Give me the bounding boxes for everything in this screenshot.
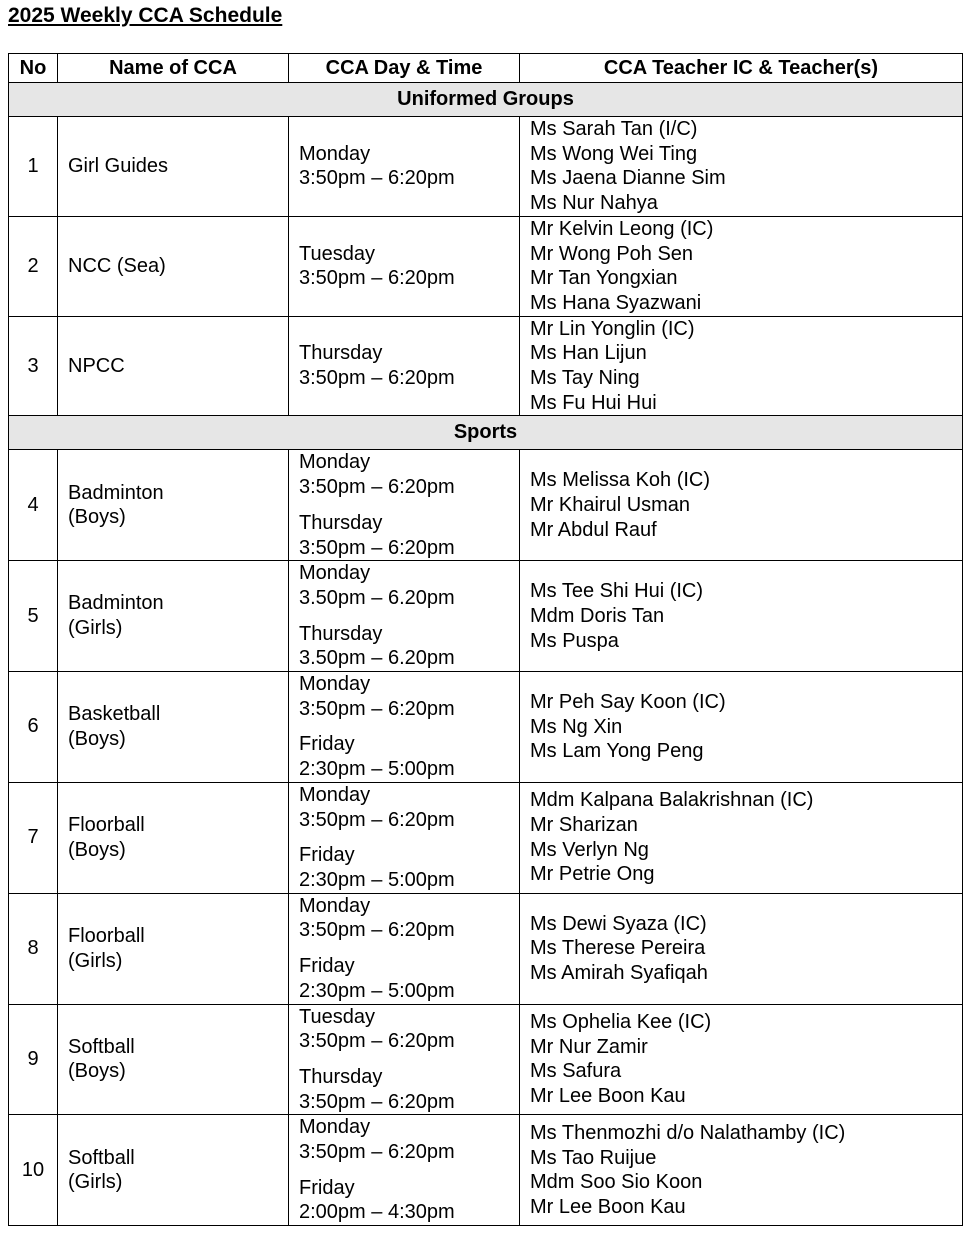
cca-name-line: (Girls) bbox=[68, 1171, 123, 1194]
time-slot bbox=[299, 1115, 519, 1164]
teacher-name: Ms Puspa bbox=[530, 629, 619, 652]
cca-number: 8 bbox=[9, 893, 58, 1004]
slot-time: 3:50pm – 6:20pm bbox=[299, 367, 455, 390]
table-row bbox=[9, 561, 963, 672]
teacher-name: Mr Tan Yongxian bbox=[530, 267, 678, 290]
teacher-name: Ms Wong Wei Ting bbox=[530, 142, 698, 165]
teacher-name: Mdm Kalpana Balakrishnan (IC) bbox=[530, 789, 814, 812]
group-label: Uniformed Groups bbox=[9, 83, 963, 117]
table-row bbox=[9, 316, 963, 416]
cca-name-line: NPCC bbox=[68, 354, 125, 377]
cca-number: 2 bbox=[9, 216, 58, 316]
slot-day: Monday bbox=[299, 562, 371, 585]
slot-day: Tuesday bbox=[299, 242, 375, 265]
slot-time: 2:30pm – 5:00pm bbox=[299, 758, 455, 781]
header-day-time: CCA Day & Time bbox=[289, 54, 520, 83]
time-slot bbox=[299, 450, 519, 499]
cca-day-time bbox=[289, 893, 520, 1004]
teacher-name: Ms Nur Nahya bbox=[530, 192, 658, 215]
header-name: Name of CCA bbox=[58, 54, 289, 83]
cca-number: 4 bbox=[9, 450, 58, 561]
cca-name-line: (Girls) bbox=[68, 949, 123, 972]
group-label: Sports bbox=[9, 416, 963, 450]
slot-time: 3:50pm – 6:20pm bbox=[299, 167, 455, 190]
cca-teachers bbox=[520, 893, 963, 1004]
slot-day: Tuesday bbox=[299, 1005, 375, 1028]
teacher-name: Mr Lin Yonglin (IC) bbox=[530, 317, 695, 340]
teacher-name: Ms Han Lijun bbox=[530, 342, 647, 365]
teacher-name: Ms Hana Syazwani bbox=[530, 291, 702, 314]
table-row bbox=[9, 893, 963, 1004]
cca-name bbox=[58, 672, 289, 783]
cca-number: 7 bbox=[9, 782, 58, 893]
cca-name-line: Floorball bbox=[68, 924, 145, 947]
teacher-name: Ms Sarah Tan (I/C) bbox=[530, 118, 698, 140]
cca-number: 1 bbox=[9, 117, 58, 217]
time-slot bbox=[299, 843, 519, 892]
time-slot bbox=[299, 622, 519, 671]
cca-name-line: NCC (Sea) bbox=[68, 254, 166, 277]
cca-name-line: Badminton bbox=[68, 481, 164, 504]
time-slot bbox=[299, 894, 519, 943]
teacher-name: Ms Tee Shi Hui (IC) bbox=[530, 580, 704, 603]
slot-time: 3.50pm – 6.20pm bbox=[299, 647, 455, 670]
cca-teachers bbox=[520, 316, 963, 416]
teacher-name: Mr Peh Say Koon (IC) bbox=[530, 690, 726, 713]
cca-teachers bbox=[520, 216, 963, 316]
cca-teachers bbox=[520, 782, 963, 893]
slot-time: 2:00pm – 4:30pm bbox=[299, 1201, 455, 1224]
cca-schedule-table bbox=[8, 53, 963, 1226]
header-row bbox=[9, 54, 963, 83]
teacher-name: Ms Lam Yong Peng bbox=[530, 740, 704, 763]
table-row bbox=[9, 117, 963, 217]
teacher-name: Ms Dewi Syaza (IC) bbox=[530, 912, 707, 935]
time-slot bbox=[299, 672, 519, 721]
cca-number: 10 bbox=[9, 1115, 58, 1226]
slot-time: 3:50pm – 6:20pm bbox=[299, 697, 455, 720]
slot-time: 3:50pm – 6:20pm bbox=[299, 1030, 455, 1053]
time-slot bbox=[299, 1005, 519, 1054]
teacher-name: Ms Verlyn Ng bbox=[530, 838, 649, 861]
slot-time: 3.50pm – 6.20pm bbox=[299, 586, 455, 609]
teacher-name: Mdm Soo Sio Koon bbox=[530, 1171, 703, 1194]
cca-day-time bbox=[289, 117, 520, 217]
cca-day-time bbox=[289, 782, 520, 893]
slot-time: 2:30pm – 5:00pm bbox=[299, 979, 455, 1002]
cca-name-line: (Boys) bbox=[68, 727, 126, 750]
teacher-name: Ms Thenmozhi d/o Nalathamby (IC) bbox=[530, 1121, 846, 1144]
slot-day: Friday bbox=[299, 733, 355, 756]
cca-day-time bbox=[289, 316, 520, 416]
cca-day-time bbox=[289, 450, 520, 561]
cca-day-time bbox=[289, 1115, 520, 1226]
table-row bbox=[9, 450, 963, 561]
cca-day-time bbox=[289, 672, 520, 783]
teacher-name: Ms Jaena Dianne Sim bbox=[530, 167, 726, 190]
time-slot bbox=[299, 242, 519, 291]
teacher-name: Mr Lee Boon Kau bbox=[530, 1085, 686, 1108]
teacher-name: Mr Khairul Usman bbox=[530, 493, 691, 516]
cca-day-time bbox=[289, 216, 520, 316]
slot-day: Monday bbox=[299, 894, 371, 917]
cca-teachers bbox=[520, 672, 963, 783]
slot-time: 3:50pm – 6:20pm bbox=[299, 808, 455, 831]
teacher-name: Mdm Doris Tan bbox=[530, 604, 665, 627]
time-slot bbox=[299, 341, 519, 390]
cca-name-line: Badminton bbox=[68, 592, 164, 615]
teacher-name: Ms Ng Xin bbox=[530, 715, 623, 738]
teacher-name: Ms Therese Pereira bbox=[530, 937, 706, 960]
time-slot bbox=[299, 511, 519, 560]
time-slot bbox=[299, 1176, 519, 1225]
cca-number: 9 bbox=[9, 1004, 58, 1115]
time-slot bbox=[299, 561, 519, 610]
slot-time: 2:30pm – 5:00pm bbox=[299, 868, 455, 891]
slot-day: Thursday bbox=[299, 1065, 383, 1088]
slot-day: Monday bbox=[299, 451, 371, 474]
teacher-name: Mr Lee Boon Kau bbox=[530, 1195, 686, 1218]
cca-teachers bbox=[520, 1004, 963, 1115]
slot-time: 3:50pm – 6:20pm bbox=[299, 919, 455, 942]
cca-name-line: Softball bbox=[68, 1035, 135, 1058]
time-slot bbox=[299, 142, 519, 191]
teacher-name: Ms Amirah Syafiqah bbox=[530, 961, 708, 984]
slot-time: 3:50pm – 6:20pm bbox=[299, 1141, 455, 1164]
cca-name-line: Floorball bbox=[68, 814, 145, 837]
slot-time: 3:50pm – 6:20pm bbox=[299, 476, 455, 499]
cca-teachers bbox=[520, 561, 963, 672]
slot-day: Monday bbox=[299, 783, 371, 806]
cca-name-line: Basketball bbox=[68, 703, 161, 726]
cca-name bbox=[58, 216, 289, 316]
teacher-name: Mr Sharizan bbox=[530, 814, 638, 837]
slot-day: Friday bbox=[299, 844, 355, 867]
slot-day: Friday bbox=[299, 955, 355, 978]
cca-number: 3 bbox=[9, 316, 58, 416]
cca-name-line: (Boys) bbox=[68, 506, 126, 529]
teacher-name: Mr Nur Zamir bbox=[530, 1035, 648, 1058]
cca-teachers bbox=[520, 450, 963, 561]
cca-teachers bbox=[520, 117, 963, 217]
time-slot bbox=[299, 1065, 519, 1114]
teacher-name: Mr Petrie Ong bbox=[530, 863, 655, 886]
table-row bbox=[9, 1004, 963, 1115]
cca-day-time bbox=[289, 1004, 520, 1115]
header-no: No bbox=[9, 54, 58, 83]
teacher-name: Ms Tay Ning bbox=[530, 367, 640, 390]
cca-teachers bbox=[520, 1115, 963, 1226]
cca-day-time bbox=[289, 561, 520, 672]
slot-day: Thursday bbox=[299, 622, 383, 645]
cca-name bbox=[58, 1115, 289, 1226]
cca-name-line: (Boys) bbox=[68, 1060, 126, 1083]
slot-time: 3:50pm – 6:20pm bbox=[299, 536, 455, 559]
schedule-body bbox=[9, 83, 963, 1226]
cca-name bbox=[58, 450, 289, 561]
slot-day: Friday bbox=[299, 1176, 355, 1199]
cca-name bbox=[58, 782, 289, 893]
cca-name-line: Girl Guides bbox=[68, 155, 169, 178]
table-row bbox=[9, 672, 963, 783]
cca-name-line: Softball bbox=[68, 1146, 135, 1169]
time-slot bbox=[299, 783, 519, 832]
slot-day: Thursday bbox=[299, 342, 383, 365]
group-header-row bbox=[9, 83, 963, 117]
table-row bbox=[9, 1115, 963, 1226]
cca-name bbox=[58, 561, 289, 672]
slot-day: Thursday bbox=[299, 511, 383, 534]
slot-time: 3:50pm – 6:20pm bbox=[299, 1090, 455, 1113]
table-row bbox=[9, 782, 963, 893]
group-header-row bbox=[9, 416, 963, 450]
table-row bbox=[9, 216, 963, 316]
cca-name-line: (Boys) bbox=[68, 838, 126, 861]
slot-day: Monday bbox=[299, 673, 371, 696]
teacher-name: Ms Safura bbox=[530, 1060, 622, 1083]
slot-day: Monday bbox=[299, 142, 371, 165]
slot-time: 3:50pm – 6:20pm bbox=[299, 267, 455, 290]
time-slot bbox=[299, 954, 519, 1003]
teacher-name: Ms Ophelia Kee (IC) bbox=[530, 1011, 712, 1033]
cca-name bbox=[58, 1004, 289, 1115]
teacher-name: Mr Abdul Rauf bbox=[530, 518, 657, 541]
cca-name bbox=[58, 893, 289, 1004]
cca-name-line: (Girls) bbox=[68, 617, 123, 640]
header-teachers: CCA Teacher IC & Teacher(s) bbox=[520, 54, 963, 83]
cca-number: 5 bbox=[9, 561, 58, 672]
teacher-name: Mr Kelvin Leong (IC) bbox=[530, 217, 714, 240]
teacher-name: Ms Melissa Koh (IC) bbox=[530, 469, 711, 492]
page-title: 2025 Weekly CCA Schedule bbox=[8, 4, 283, 27]
cca-name bbox=[58, 117, 289, 217]
teacher-name: Ms Fu Hui Hui bbox=[530, 391, 657, 414]
slot-day: Monday bbox=[299, 1116, 371, 1139]
cca-number: 6 bbox=[9, 672, 58, 783]
cca-name bbox=[58, 316, 289, 416]
teacher-name: Ms Tao Ruijue bbox=[530, 1146, 657, 1169]
time-slot bbox=[299, 732, 519, 781]
teacher-name: Mr Wong Poh Sen bbox=[530, 242, 694, 265]
